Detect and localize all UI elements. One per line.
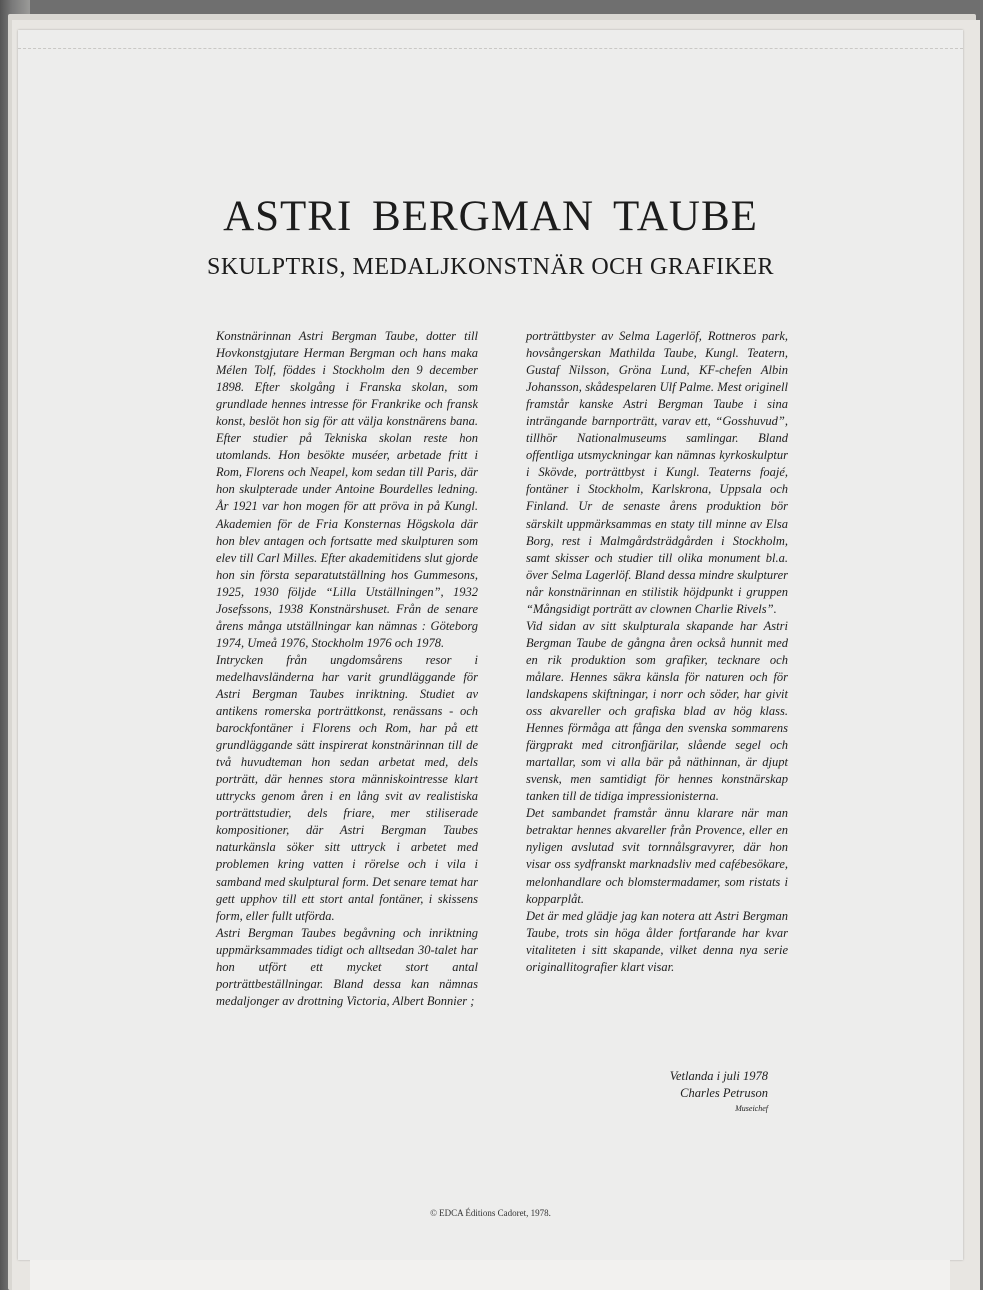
paragraph: Astri Bergman Taubes begåvning och inriktning uppmärksammades tidigt och alltsedan 30-talet har hon utfört ett mycket stort antal porträttbeställningar. Bland dessa kan nämnas medaljonger av drottning Victoria, Albert Bonnier ; <box>216 925 478 1008</box>
paragraph: Det sambandet framstår ännu klarare när man betraktar hennes akvareller från Provence, eller en nyligen avslutad svit tornnålsgravyrer, där hon visar oss sydfranskt marknadsliv med cafébesökare, melonhandlare och blomstermadamer, som ristats i kopparplåt. <box>526 806 788 906</box>
document-subtitle: SKULPTRIS, MEDALJKONSTNÄR OCH GRAFIKER <box>206 254 775 280</box>
signature-name: Charles Petruson <box>680 1086 768 1100</box>
signature-block <box>578 1068 768 1116</box>
document-title: ASTRI BERGMAN TAUBE <box>223 193 758 240</box>
deckle-edge <box>18 48 963 63</box>
signature-role: Museichef <box>735 1104 768 1113</box>
signature-place-date: Vetlanda i juli 1978 <box>669 1069 768 1083</box>
paragraph: porträttbyster av Selma Lagerlöf, Rottneros park, hovsångerskan Mathilda Taube, Kungl. Teatern, Gustaf Nilsson, Gröna Lund, KF-chefen Albin Johansson, skådespelaren Ulf Palme. Mest originell framstår kanske Astri Bergman Taube i sina inträngande barnporträtt, varav ett, “Gosshuvud”, tillhör Nationalmuseums samlingar. Bland offentliga utsmyckningar kan nämnas kyrkoskulptur i Skövde, porträttbyst i Kungl. Teaterns foajé, fontäner i Stockholm, Karlskrona, Uppsala och Finland. Ur de senaste årens produktion bör särskilt uppmärksammas en staty till minne av Elsa Borg, rest i Malmgårdsträdgården i Stockholm, samt skisser och studier till olika monument bl.a. över Selma Lagerlöf. Bland dessa mindre skulpturer når konstnärinnan en stilistik höjdpunkt i gruppen “Mångsidigt porträtt av clownen Charlie Rivels”. <box>526 329 788 616</box>
text-column-left <box>216 328 478 1010</box>
copyright-footer: © EDCA Éditions Cadoret, 1978. <box>430 1208 551 1218</box>
paragraph: Vid sidan av sitt skulpturala skapande har Astri Bergman Taube de gångna åren också hunnit med en rik produktion som grafiker, tecknare och målare. Hennes säkra känsla för naturen och för landskapens skiftningar, i norr och söder, har givit oss akvareller och grafiska blad av hög klass. Hennes förmåga att fånga den svenska sommarens färgprakt med citronfjärilar, slående segel och martallar, som vi alla bär på näthinnan, är djupt svensk, men samtidigt för hennes konstnärskap tanken till de tidiga impressionisterna. <box>526 618 788 804</box>
next-page-strip <box>30 1260 950 1290</box>
paragraph: Konstnärinnan Astri Bergman Taube, dotter till Hovkonstgjutare Herman Bergman och hans maka Mélen Tolf, föddes i Stockholm den 9 december 1898. Efter skolgång i Franska skolan, som grundlade hennes intresse för Frankrike och fransk konst, beslöt hon sig för att välja konstnärens bana. Efter studier på Tekniska skolan reste hon utomlands. Hon besökte muséer, arbetade fritt i Rom, Florens och Neapel, kom sedan till Paris, där hon skulpterade under Antoine Bourdelles ledning. År 1921 var hon mogen för att pröva in på Kungl. Akademien för de Fria Konsternas Högskola där hon blev antagen och fortsatte med skulpturen som elev till Carl Milles. Efter akademitidens slut gjorde hon sin första separatutställning hos Gummesons, 1925, 1930 följde “Lilla Utställningen”, 1932 Josefssons, 1938 Konstnärshuset. Från de senare årens många utställningar kan nämnas : Göteborg 1974, Umeå 1976, Stockholm 1976 och 1978. <box>216 329 478 650</box>
text-column-right <box>526 328 788 976</box>
paragraph: Det är med glädje jag kan notera att Astri Bergman Taube, trots sin höga ålder fortfarande har kvar vitaliteten i sitt skapande, vilket denna nya serie originallitografier klart visar. <box>526 908 788 974</box>
paragraph: Intrycken från ungdomsårens resor i medelhavsländerna har varit grundläggande för Astri Bergman Taubes inriktning. Studiet av antikens romerska porträttkonst, renässans - och barockfontäner i Florens och Rom, har på ett grundläggande sätt inspirerat konstnärinnan till de två huvudteman hon sedan arbetat med, dels porträtt, där hennes stora människointresse klart uttrycks genom åren i en lång svit av realistiska porträttstudier, dels friare, mer stiliserade kompositioner, där Astri Bergman Taubes naturkänsla söker sitt uttryck i arbetet med problemen kring vatten i rörelse och i vila i samband med skulptural form. Det senare temat har gett upphov till ett stort antal fontäner, i skissens form, eller fullt utförda. <box>216 652 478 923</box>
document-page <box>18 30 963 1260</box>
